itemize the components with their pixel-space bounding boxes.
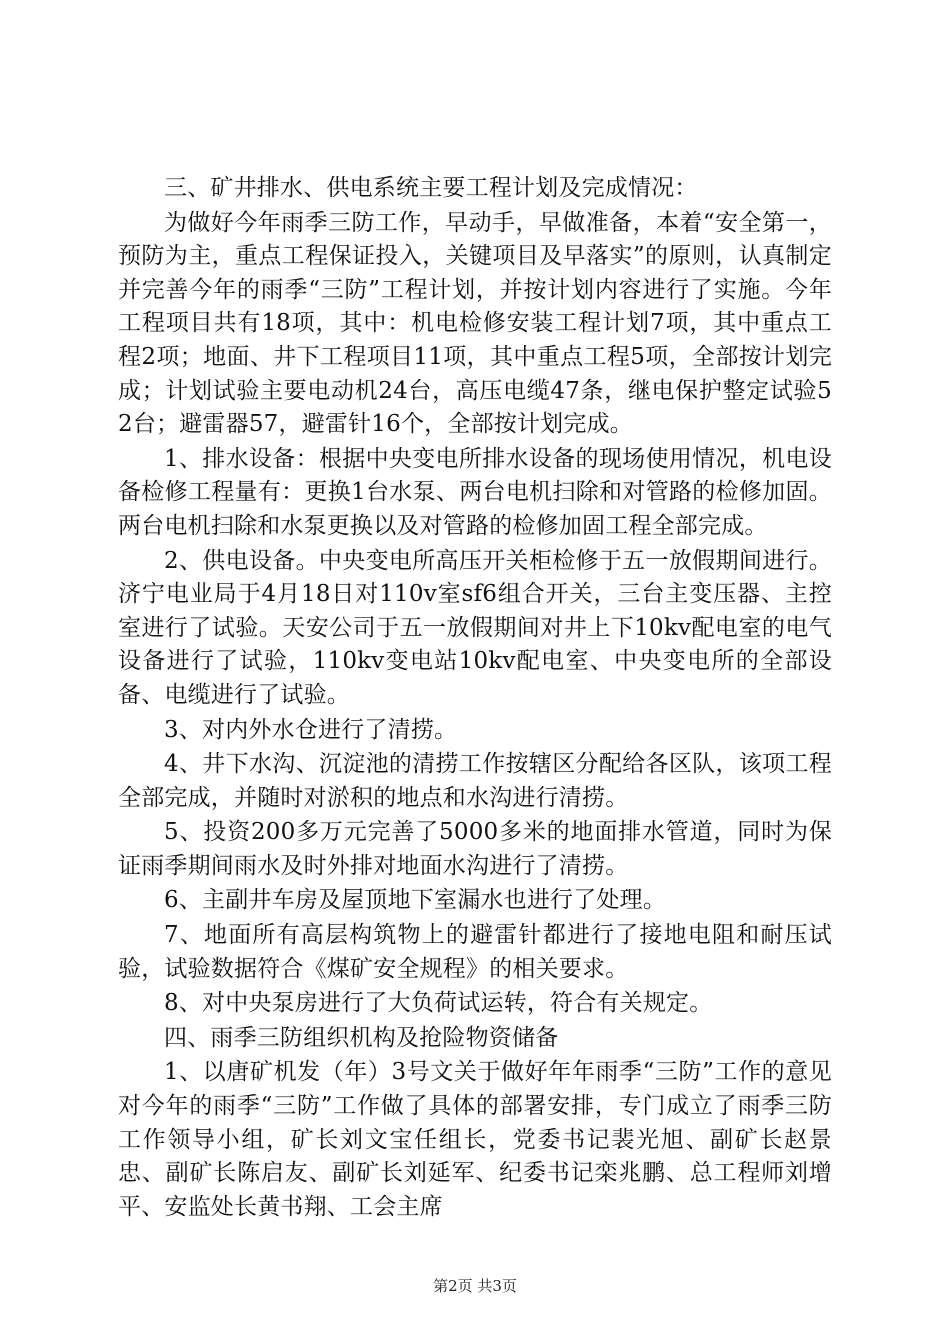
paragraph-item-3: 3、对内外水仓进行了清捞。 (164, 716, 458, 743)
paragraph-item-4: 4、井下水沟、沉淀池的清捞工作按辖区分配给各区队，该项工程全部完成，并随时对淤积的地点和水沟进行清捞。 (118, 751, 832, 811)
paragraph-item-2: 2、供电设备。中央变电所高压开关柜检修于五一放假期间进行。济宁电业局于4月18日对110v室sf6组合开关，三台主变压器、主控室进行了试验。天安公司于五一放假期间对井上下10kv配电室的电气设备进行了试验，110kv变电站10kv配电室、中央变电所的全部设备、电缆进行了试验。 (118, 547, 832, 708)
paragraph-item-1: 1、排水设备：根据中央变电所排水设备的现场使用情况，机电设备检修工程量有：更换1台水泵、两台电机扫除和对管路的检修加固。两台电机扫除和水泵更换以及对管路的检修加固工程全部完成。 (118, 445, 832, 539)
section-heading-4: 四、雨季三防组织机构及抢险物资储备 (164, 1024, 559, 1051)
paragraph-item-6: 6、主副井车房及屋顶地下室漏水也进行了处理。 (164, 887, 667, 914)
document-body (118, 172, 832, 1224)
paragraph-intro: 为做好今年雨季三防工作，早动手，早做准备，本着“安全第一，预防为主，重点工程保证投入，关键项目及早落实”的原则，认真制定并完善今年的雨季“三防”工程计划，并按计划内容进行了实施。今年工程项目共有18项，其中：机电检修安装工程计划7项，其中重点工程2项；地面、井下工程项目11项，其中重点工程5项，全部按计划完成；计划试验主要电动机24台，高压电缆47条，继电保护整定试验52台；避雷器57，避雷针16个，全部按计划完成。 (118, 209, 832, 438)
paragraph-section4-item-1: 1、以唐矿机发（年）3号文关于做好年年雨季“三防”工作的意见对今年的雨季“三防”工作做了具体的部署安排，专门成立了雨季三防工作领导小组，矿长刘文宝任组长，党委书记裴光旭、副矿长赵景忠、副矿长陈启友、副矿长刘延军、纪委书记栾兆鹏、总工程师刘增平、安监处长黄书翔、工会主席 (118, 1059, 832, 1220)
paragraph-item-8: 8、对中央泵房进行了大负荷试运转，符合有关规定。 (164, 990, 713, 1017)
page-number-footer: 第2页 共3页 (433, 1277, 517, 1295)
paragraph-item-7: 7、地面所有高层构筑物上的避雷针都进行了接地电阻和耐压试验，试验数据符合《煤矿安全规程》的相关要求。 (118, 922, 832, 982)
paragraph-item-5: 5、投资200多万元完善了5000多米的地面排水管道，同时为保证雨季期间雨水及时外排对地面水沟进行了清捞。 (118, 819, 832, 879)
section-heading-3: 三、矿井排水、供电系统主要工程计划及完成情况： (164, 175, 698, 201)
